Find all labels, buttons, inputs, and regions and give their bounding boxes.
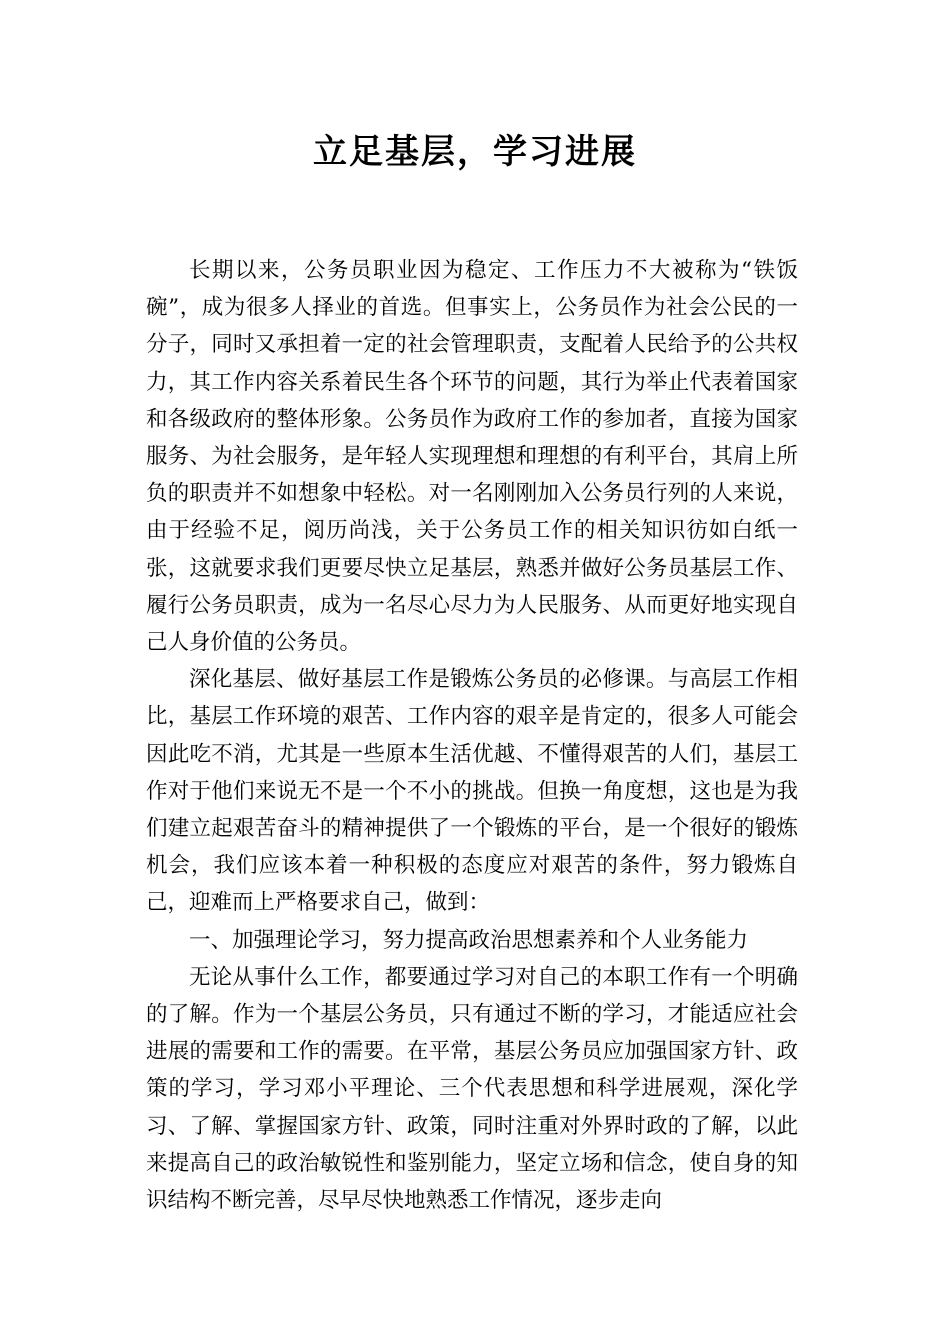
paragraph-study: 无论从事什么工作，都要通过学习对自己的本职工作有一个明确的了解。作为一个基层公务员，只有通过不断的学习，才能适应社会进展的需要和工作的需要。在平常，基层公务员应加强国家方针、政策的学习，学习邓小平理论、三个代表思想和科学进展观，深化学习、了解、掌握国家方针、政策，同时注重对外界时政的了解，以此来提高自己的政治敏锐性和鉴别能力，坚定立场和信念，使自身的知识结构不断完善，尽早尽快地熟悉工作情况，逐步走向 [146,964,798,1214]
section-heading-1: 一、加强理论学习，努力提高政治思想素养和个人业务能力 [189,927,749,953]
document-body [146,252,798,1219]
paragraph-grassroots: 深化基层、做好基层工作是锻炼公务员的必修课。与高层工作相比，基层工作环境的艰苦、工作内容的艰辛是肯定的，很多人可能会因此吃不消，尤其是一些原本生活优越、不懂得艰苦的人们，基层工作对于他们来说无不是一个不小的挑战。但换一角度想，这也是为我们建立起艰苦奋斗的精神提供了一个锻炼的平台，是一个很好的锻炼机会，我们应该本着一种积极的态度应对艰苦的条件，努力锻炼自己，迎难而上严格要求自己，做到： [146,667,798,916]
document-title: 立足基层，学习进展 [313,132,637,172]
paragraph-intro: 长期以来，公务员职业因为稳定、工作压力不大被称为“铁饭碗”，成为很多人择业的首选。但事实上，公务员作为社会公民的一分子，同时又承担着一定的社会管理职责，支配着人民给予的公共权力，其工作内容关系着民生各个环节的问题，其行为举止代表着国家和各级政府的整体形象。公务员作为政府工作的参加者，直接为国家服务、为社会服务，是年轻人实现理想和理想的有利平台，其肩上所负的职责并不如想象中轻松。对一名刚刚加入公务员行列的人来说，由于经验不足，阅历尚浅，关于公务员工作的相关知识彷如白纸一张，这就要求我们更要尽快立足基层，熟悉并做好公务员基层工作、履行公务员职责，成为一名尽心尽力为人民服务、从而更好地实现自己人身价值的公务员。 [146,258,798,656]
